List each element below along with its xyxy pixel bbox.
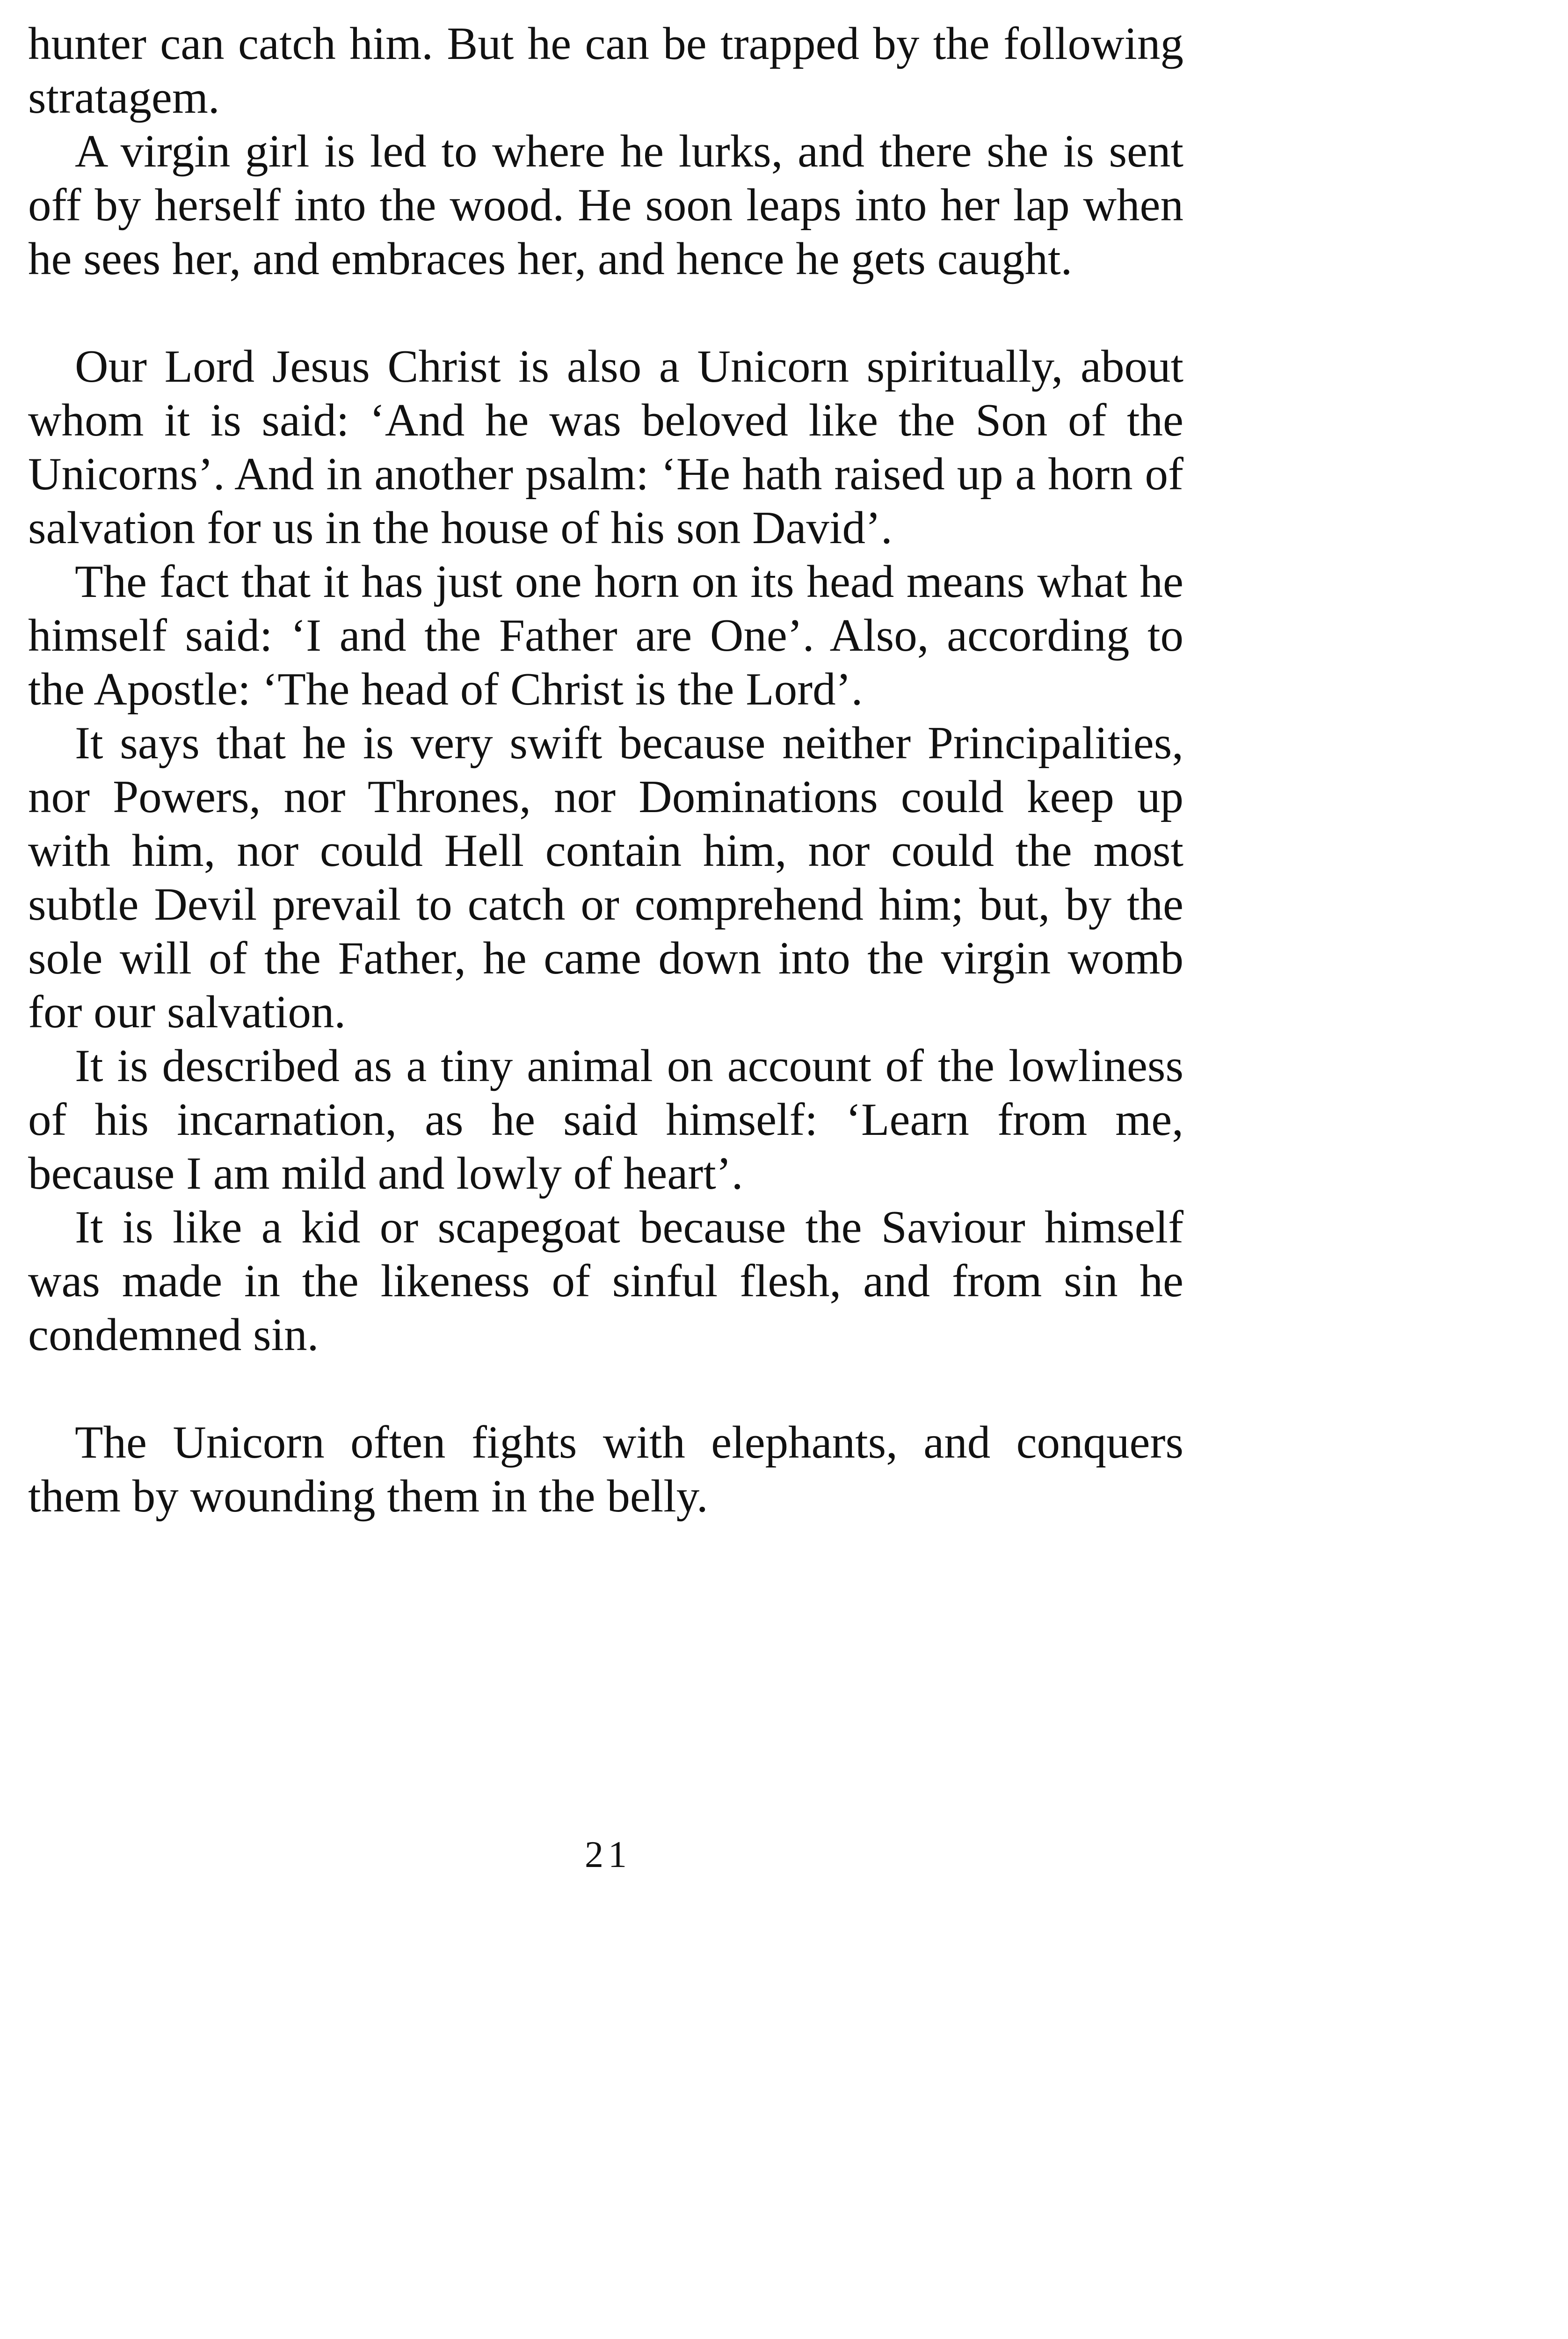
paragraph-2: A virgin girl is led to where he lurks, and there she is sent off by herself into the wood. He soon leaps into her lap when he sees her, and embraces her, and hence he gets caught. [28, 126, 1183, 284]
page-number: 21 [585, 1834, 632, 1875]
paragraph-7: It is like a kid or scapegoat because the Saviour himself was made in the likeness of sinful flesh, and from sin he condemned sin. [28, 1202, 1183, 1360]
paragraph-3: Our Lord Jesus Christ is also a Unicorn spiritually, about whom it is said: ‘And he was beloved like the Son of the Unicorns’. And in another psalm: ‘He hath raised up a horn of salvation for us in the house of his son David’. [28, 341, 1183, 553]
paragraph-6: It is described as a tiny animal on account of the lowliness of his incarnation, as he said himself: ‘Learn from me, because I am mild and lowly of heart’. [28, 1040, 1183, 1199]
paragraph-8: The Unicorn often fights with elephants, and conquers them by wounding them in the belly. [28, 1417, 1183, 1522]
paragraph-1: hunter can catch him. But he can be trapped by the following stratagem. [28, 18, 1183, 123]
paragraph-5: It says that he is very swift because neither Principalities, nor Powers, nor Thrones, nor Dominations could keep up with him, nor could Hell contain him, nor could the most subtle Devil prevail to catch or comprehend him; but, by the sole will of the Father, he came down into the virgin womb for our salvation. [28, 718, 1183, 1038]
body-text [28, 17, 1183, 1523]
paragraph-4: The fact that it has just one horn on its head means what he himself said: ‘I and the Father are One’. Also, according to the Apostle: ‘The head of Christ is the Lord’. [28, 556, 1183, 715]
